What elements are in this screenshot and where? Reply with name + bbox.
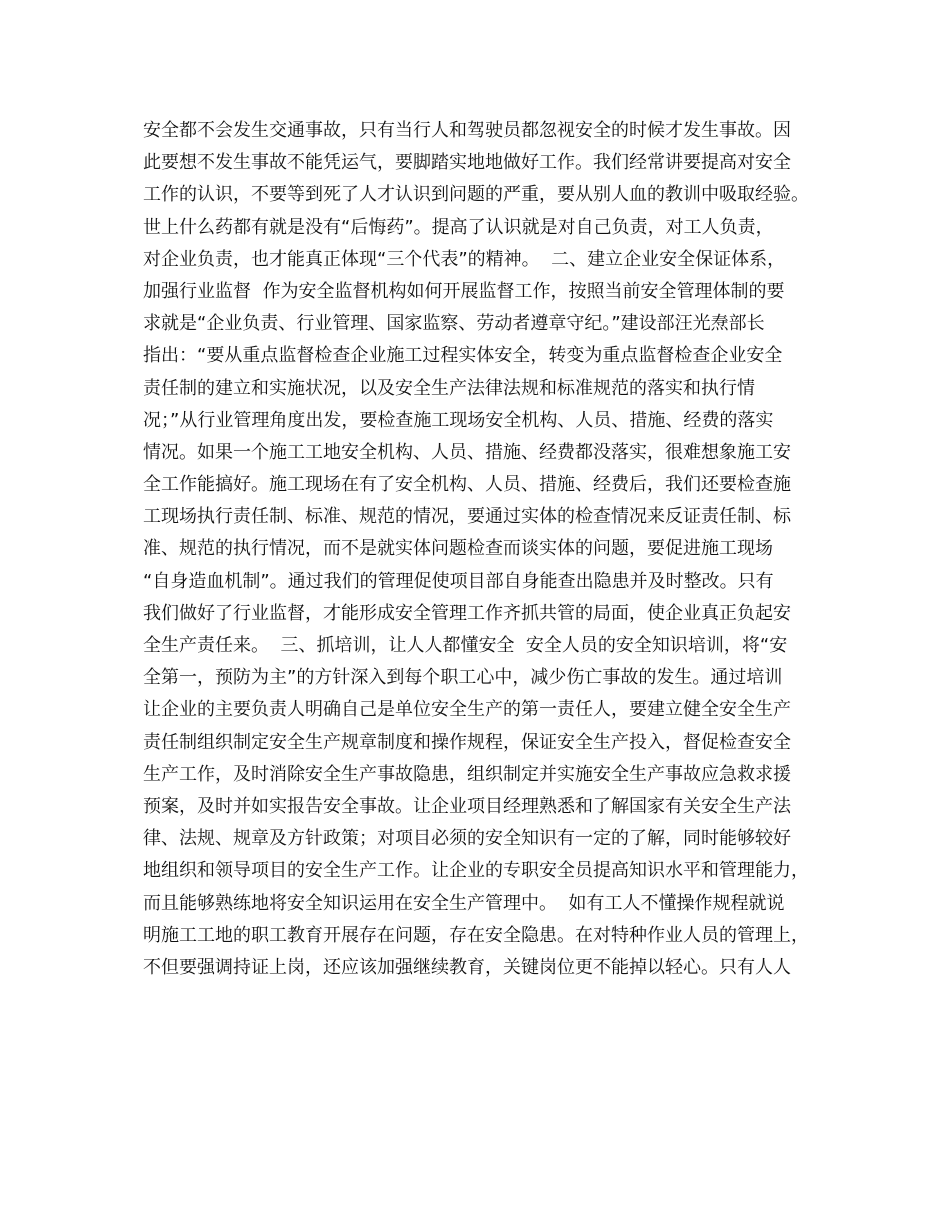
text-line: 让企业的主要负责人明确自己是单位安全生产的第一责任人，要建立健全安全生产	[143, 699, 791, 721]
text-line: 情况。如果一个施工工地安全机构、人员、措施、经费都没落实，很难想象施工安	[143, 441, 791, 463]
text-line: 全工作能搞好。施工现场在有了安全机构、人员、措施、经费后，我们还要检查施	[143, 474, 791, 496]
text-line: 地组织和领导项目的安全生产工作。让企业的专职安全员提高知识水平和管理能力，	[143, 860, 809, 882]
text-line: 我们做好了行业监督，才能形成安全管理工作齐抓共管的局面，使企业真正负起安	[143, 602, 791, 624]
text-line: 世上什么药都有就是没有“后悔药”。提高了认识就是对自己负责，对工人负责，	[143, 216, 774, 238]
text-line: 律、法规、规章及方针政策；对项目必须的安全知识有一定的了解，同时能够较好	[143, 828, 791, 850]
text-line: 全第一，预防为主”的方针深入到每个职工心中，减少伤亡事故的发生。通过培训	[143, 667, 783, 689]
text-line: 预案，及时并如实报告安全事故。让企业项目经理熟悉和了解国家有关安全生产法	[143, 795, 791, 817]
text-line: 生产工作，及时消除安全生产事故隐患，组织制定并实施安全生产事故应急救求援	[143, 763, 791, 785]
text-line: 全生产责任来。 三、抓培训，让人人都懂安全 安全人员的安全知识培训，将“安	[143, 635, 788, 656]
text-line: 准、规范的执行情况，而不是就实体问题检查而谈实体的问题，要促进施工现场	[143, 538, 773, 560]
text-line: 况；”从行业管理角度出发，要检查施工现场安全机构、人员、措施、经费的落实	[143, 409, 774, 431]
text-line: 求就是“企业负责、行业管理、国家监察、劳动者遵章守纪。”建设部汪光焘部长	[143, 313, 765, 335]
text-line: 指出：“要从重点监督检查企业施工过程实体安全，转变为重点监督检查企业安全	[143, 345, 783, 367]
text-line: 加强行业监督 作为安全监督机构如何开展监督工作，按照当前安全管理体制的要	[143, 280, 785, 302]
text-line: 明施工工地的职工教育开展存在问题，存在安全隐患。在对特种作业人员的管理上，	[143, 924, 809, 946]
text-line: 责任制的建立和实施状况，以及安全生产法律法规和标准规范的落实和执行情	[143, 377, 755, 399]
body-text	[143, 115, 843, 984]
text-line: 工作的认识，不要等到死了人才认识到问题的严重，要从别人血的教训中吸取经验。	[143, 184, 809, 206]
text-line: “自身造血机制”。通过我们的管理促使项目部自身能查出隐患并及时整改。只有	[143, 570, 774, 592]
text-line: 工现场执行责任制、标准、规范的情况，要通过实体的检查情况来反证责任制、标	[143, 506, 791, 528]
text-line: 此要想不发生事故不能凭运气，要脚踏实地地做好工作。我们经常讲要提高对安全	[143, 152, 791, 174]
text-line: 不但要强调持证上岗，还应该加强继续教育，关键岗位更不能掉以轻心。只有人人	[143, 956, 791, 978]
text-line: 责任制组织制定安全生产规章制度和操作规程，保证安全生产投入，督促检查安全	[143, 731, 791, 753]
text-line: 安全都不会发生交通事故，只有当行人和驾驶员都忽视安全的时候才发生事故。因	[143, 120, 791, 141]
text-line: 而且能够熟练地将安全知识运用在安全生产管理中。 如有工人不懂操作规程就说	[143, 892, 785, 914]
text-line: 对企业负责，也才能真正体现“三个代表”的精神。 二、建立企业安全保证体系，	[143, 248, 786, 270]
